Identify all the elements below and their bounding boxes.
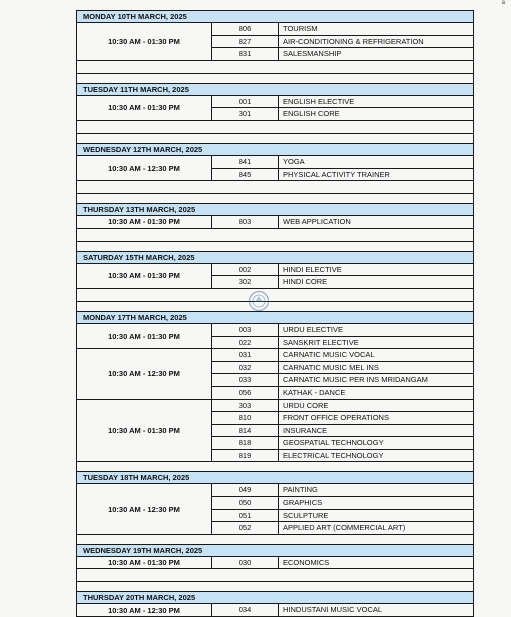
subject-row <box>212 450 473 462</box>
day-header: TUESDAY 18TH MARCH, 2025 <box>77 471 473 484</box>
subject-list <box>212 216 473 228</box>
subject-code: 303 <box>212 400 279 412</box>
exam-time: 10:30 AM - 01:30 PM <box>77 23 212 60</box>
subject-name: APPLIED ART (COMMERCIAL ART) <box>283 523 406 533</box>
subject-code: 002 <box>212 264 279 276</box>
subject-row <box>212 169 473 181</box>
subject-row <box>212 216 473 228</box>
subject-row <box>212 604 473 616</box>
subject-row <box>212 276 473 288</box>
exam-time: 10:30 AM - 12:30 PM <box>77 604 212 616</box>
blank-row <box>77 569 473 582</box>
subject-row <box>212 557 473 569</box>
subject-row <box>212 484 473 497</box>
subject-code: 814 <box>212 425 279 437</box>
subject-name: INSURANCE <box>283 425 328 435</box>
subject-code: 806 <box>212 23 279 35</box>
subject-name: KATHAK - DANCE <box>283 387 346 397</box>
subject-name: ECONOMICS <box>283 557 330 567</box>
section-gap <box>77 302 473 311</box>
exam-time: 10:30 AM - 01:30 PM <box>77 557 212 569</box>
subject-name: SCULPTURE <box>283 510 329 520</box>
subject-name: SALESMANSHIP <box>283 49 342 59</box>
subject-name: HINDI ELECTIVE <box>283 264 342 274</box>
exam-time: 10:30 AM - 12:30 PM <box>77 349 212 398</box>
subject-code: 049 <box>212 484 279 496</box>
blank-row <box>77 61 473 74</box>
subject-row <box>212 337 473 349</box>
subject-name: GEOSPATIAL TECHNOLOGY <box>283 438 384 448</box>
subject-row <box>212 437 473 450</box>
subject-name: TOURISM <box>283 24 318 33</box>
subject-row <box>212 362 473 375</box>
blank-row <box>77 181 473 194</box>
subject-name: CARNATIC MUSIC VOCAL <box>283 350 375 360</box>
subject-name: ENGLISH CORE <box>283 109 340 119</box>
subject-row <box>212 23 473 36</box>
exam-time: 10:30 AM - 01:30 PM <box>77 96 212 120</box>
subject-code: 001 <box>212 96 279 108</box>
exam-time: 10:30 AM - 01:30 PM <box>77 324 212 348</box>
subject-row <box>212 510 473 523</box>
subject-code: 032 <box>212 362 279 374</box>
subject-code: 827 <box>212 36 279 48</box>
blank-row <box>77 289 473 302</box>
section-gap <box>77 194 473 203</box>
exam-time: 10:30 AM - 12:30 PM <box>77 484 212 533</box>
day-header: WEDNESDAY 19TH MARCH, 2025 <box>77 544 473 557</box>
time-group <box>77 400 473 463</box>
day-header: MONDAY 10TH MARCH, 2025 <box>77 10 473 23</box>
subject-name: PAINTING <box>283 485 318 495</box>
subject-list <box>212 400 473 462</box>
subject-code: 034 <box>212 604 279 616</box>
subject-code: 033 <box>212 374 279 386</box>
exam-time: 10:30 AM - 01:30 PM <box>77 216 212 228</box>
board-seal-icon <box>248 290 270 312</box>
subject-row <box>212 108 473 120</box>
section-gap <box>77 242 473 251</box>
section-gap <box>77 74 473 83</box>
subject-row <box>212 497 473 510</box>
subject-code: 302 <box>212 276 279 288</box>
time-group <box>77 604 473 617</box>
time-group <box>77 156 473 181</box>
section-gap <box>77 462 473 471</box>
blank-row <box>77 229 473 242</box>
time-group <box>77 96 473 121</box>
subject-row <box>212 400 473 413</box>
day-header: THURSDAY 20TH MARCH, 2025 <box>77 591 473 604</box>
subject-row <box>212 48 473 60</box>
section-gap <box>77 134 473 143</box>
day-header: WEDNESDAY 12TH MARCH, 2025 <box>77 143 473 156</box>
subject-code: 050 <box>212 497 279 509</box>
subject-name: CARNATIC MUSIC PER INS MRIDANGAM <box>283 375 428 385</box>
day-header: TUESDAY 11TH MARCH, 2025 <box>77 83 473 96</box>
section-gap <box>77 582 473 591</box>
time-group <box>77 349 473 399</box>
subject-list <box>212 557 473 569</box>
subject-code: 056 <box>212 387 279 399</box>
subject-name: ENGLISH ELECTIVE <box>283 96 355 106</box>
subject-code: 051 <box>212 510 279 522</box>
time-group <box>77 264 473 289</box>
subject-name: HINDUSTANI MUSIC VOCAL <box>283 605 383 615</box>
subject-name: HINDI CORE <box>283 277 328 287</box>
subject-list <box>212 156 473 180</box>
section-gap <box>77 535 473 544</box>
exam-time: 10:30 AM - 01:30 PM <box>77 400 212 462</box>
subject-code: 831 <box>212 48 279 60</box>
subject-list <box>212 264 473 288</box>
subject-row <box>212 522 473 534</box>
subject-name: FRONT OFFICE OPERATIONS <box>283 413 389 423</box>
subject-name: SANSKRIT ELECTIVE <box>283 337 359 347</box>
subject-name: URDU CORE <box>283 400 329 410</box>
subject-list <box>212 349 473 398</box>
subject-row <box>212 374 473 387</box>
subject-list <box>212 484 473 533</box>
subject-code: 841 <box>212 156 279 168</box>
subject-code: 031 <box>212 349 279 361</box>
subject-name: WEB APPLICATION <box>283 217 351 227</box>
date-sheet-table <box>76 10 474 617</box>
subject-code: 003 <box>212 324 279 336</box>
page-corner-mark: a <box>501 0 505 6</box>
time-group <box>77 23 473 61</box>
subject-name: CARNATIC MUSIC MEL INS <box>283 362 379 372</box>
subject-row <box>212 156 473 169</box>
subject-code: 301 <box>212 108 279 120</box>
subject-list <box>212 96 473 120</box>
subject-row <box>212 349 473 362</box>
subject-code: 030 <box>212 557 279 569</box>
subject-list <box>212 23 473 60</box>
subject-code: 819 <box>212 450 279 462</box>
exam-time: 10:30 AM - 01:30 PM <box>77 264 212 288</box>
subject-code: 803 <box>212 216 279 228</box>
subject-code: 052 <box>212 522 279 534</box>
subject-name: AIR-CONDITIONING & REFRIGERATION <box>283 36 424 46</box>
day-header: THURSDAY 13TH MARCH, 2025 <box>77 203 473 216</box>
subject-row <box>212 96 473 109</box>
subject-row <box>212 387 473 399</box>
subject-name: YOGA <box>283 156 305 166</box>
subject-list <box>212 604 473 616</box>
time-group <box>77 216 473 229</box>
subject-code: 845 <box>212 169 279 181</box>
subject-name: PHYSICAL ACTIVITY TRAINER <box>283 169 390 179</box>
subject-code: 022 <box>212 337 279 349</box>
day-header: MONDAY 17TH MARCH, 2025 <box>77 311 473 324</box>
subject-row <box>212 264 473 277</box>
time-group <box>77 557 473 570</box>
subject-row <box>212 425 473 438</box>
subject-row <box>212 412 473 425</box>
subject-row <box>212 324 473 337</box>
subject-name: GRAPHICS <box>283 498 323 508</box>
subject-name: URDU ELECTIVE <box>283 324 344 334</box>
exam-time: 10:30 AM - 12:30 PM <box>77 156 212 180</box>
subject-code: 818 <box>212 437 279 449</box>
time-group <box>77 484 473 534</box>
blank-row <box>77 121 473 134</box>
subject-list <box>212 324 473 348</box>
subject-row <box>212 36 473 49</box>
day-header: SATURDAY 15TH MARCH, 2025 <box>77 251 473 264</box>
subject-code: 810 <box>212 412 279 424</box>
subject-name: ELECTRICAL TECHNOLOGY <box>283 450 384 460</box>
time-group <box>77 324 473 349</box>
